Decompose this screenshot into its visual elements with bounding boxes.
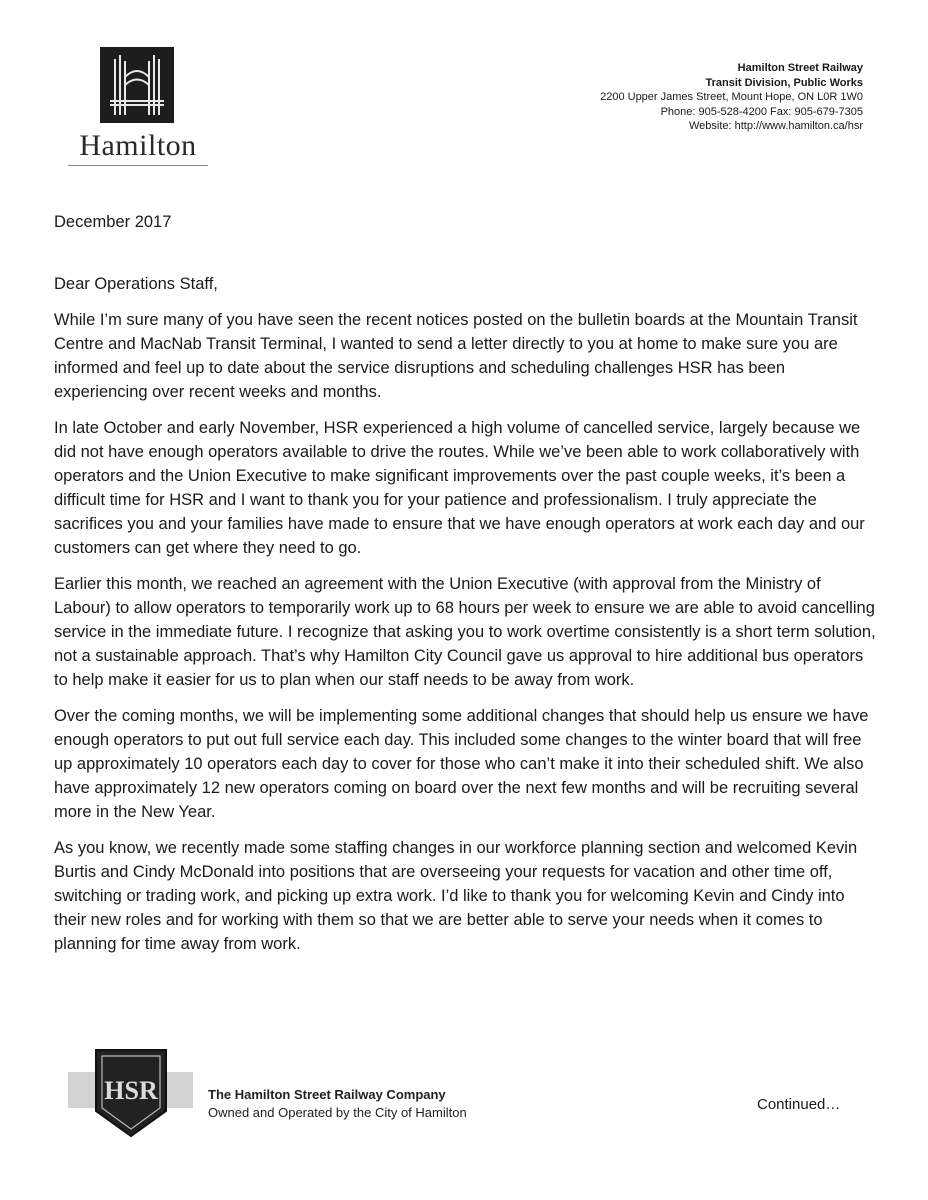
- paragraph: In late October and early November, HSR experienced a high volume of cancelled service, largely because we did not have enough operators available to drive the routes. While we’ve been able to work collaboratively with operators and the Union Executive to make significant improvements over the past couple weeks, it’s been a difficult time for HSR and I want to thank you for your patience and professionalism. I truly appreciate the sacrifices you and your families have made to ensure that we have enough operators at work each day and our customers can get where they need to go.: [54, 419, 865, 557]
- salutation: Dear Operations Staff,: [54, 275, 218, 293]
- continued-note: Continued…: [757, 1096, 841, 1113]
- crest-monogram: HSR: [104, 1076, 158, 1105]
- company-block: [208, 1086, 467, 1122]
- hsr-crest-icon: [93, 1047, 169, 1139]
- letter-date: December 2017: [54, 213, 172, 231]
- letterhead-address: [600, 61, 863, 134]
- org-name: Hamilton Street Railway: [737, 62, 863, 74]
- hamilton-bridge-logo-icon: [100, 47, 174, 123]
- company-name: The Hamilton Street Railway Company: [208, 1087, 446, 1102]
- paragraph: While I’m sure many of you have seen the recent notices posted on the bulletin boards at the Mountain Transit Centre and MacNab Transit Terminal, I wanted to send a letter directly to you at home to make sure you are informed and feel up to date about the service disruptions and scheduling challenges HSR has been experiencing over recent weeks and months.: [54, 311, 858, 401]
- paragraph: Over the coming months, we will be implementing some additional changes that should help us ensure we have enough operators to put out full service each day. This included some changes to the winter board that will free up approximately 10 operators each day to cover for those who can’t make it into their scheduled shift. We also have approximately 12 new operators coming on board over the next few months and will be recruiting several more in the New Year.: [54, 707, 869, 821]
- paragraph: Earlier this month, we reached an agreement with the Union Executive (with approval from the Ministry of Labour) to allow operators to temporarily work up to 68 hours per week to ensure we are able to avoid cancelling service in the immediate future. I recognize that asking you to work overtime consistently is a short term solution, not a sustainable approach. That’s why Hamilton City Council gave us approval to hire additional bus operators to help make it easier for us to plan when our staff needs to be away from work.: [54, 575, 876, 689]
- website: Website: http://www.hamilton.ca/hsr: [688, 120, 863, 133]
- phone-fax: Phone: 905-528-4200 Fax: 905-679-7305: [660, 105, 863, 118]
- hamilton-logo: [68, 47, 208, 169]
- hamilton-wordmark: Hamilton: [79, 129, 197, 162]
- logo-divider: [68, 165, 208, 166]
- street-address: 2200 Upper James Street, Mount Hope, ON L0R 1W0: [600, 91, 863, 104]
- paragraph: As you know, we recently made some staffing changes in our workforce planning section and welcomed Kevin Burtis and Cindy McDonald into positions that are overseeing your requests for vacation and other time off, switching or trading work, and picking up extra work. I’d like to thank you for welcoming Kevin and Cindy into their new roles and for working with them so that we are better able to serve your needs when it comes to planning for time away from work.: [54, 839, 858, 953]
- company-tagline: Owned and Operated by the City of Hamilton: [208, 1105, 467, 1120]
- letter-body: [54, 210, 880, 968]
- division-name: Transit Division, Public Works: [705, 76, 863, 89]
